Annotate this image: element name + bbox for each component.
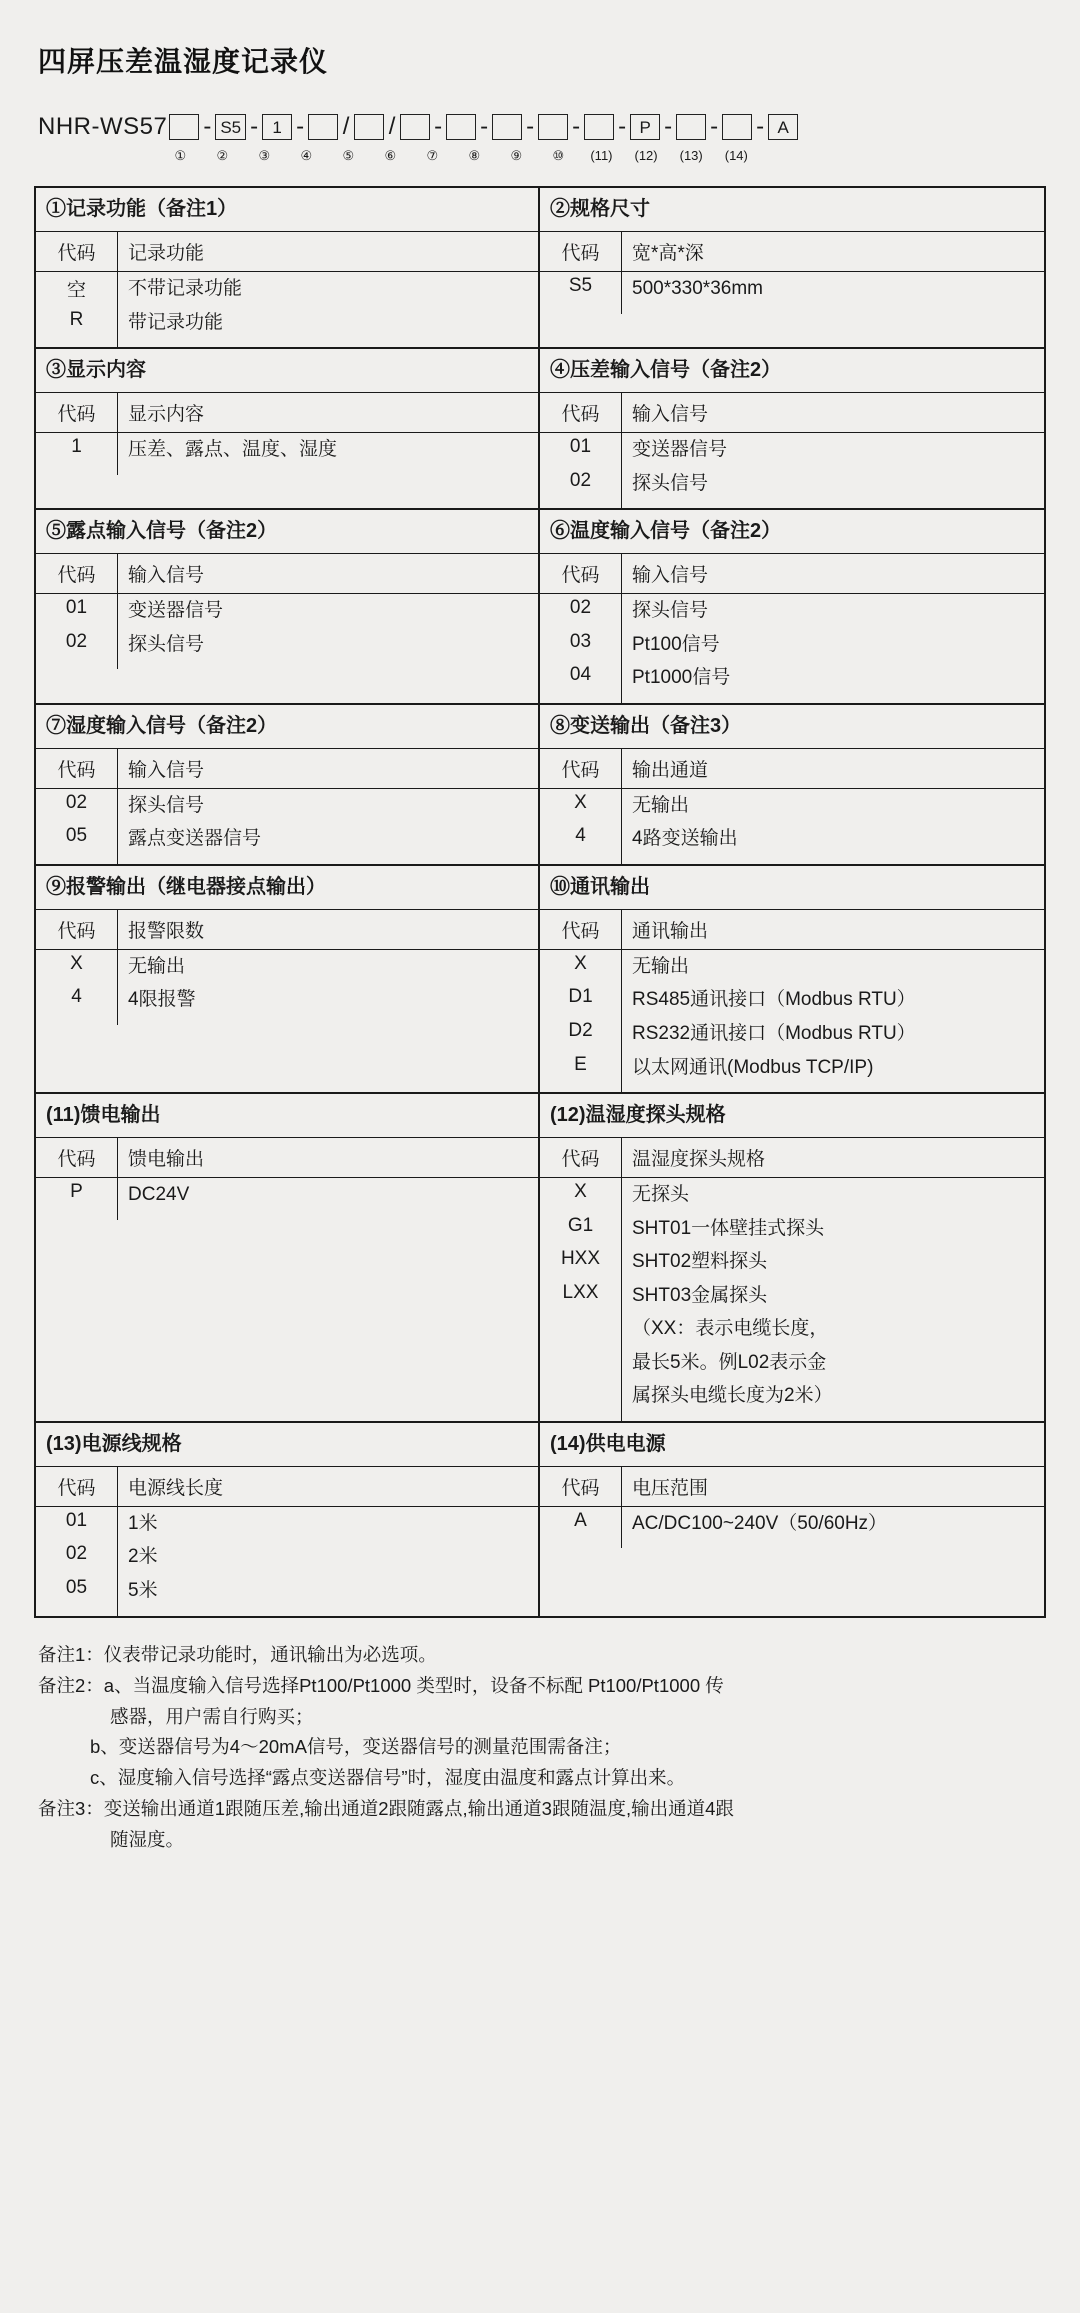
spec-row [36,349,1044,510]
spec-block-14 [540,1423,1044,1616]
block-header [540,393,1044,433]
spec-block-7 [36,705,540,864]
block-title: ⑧变送输出（备注3） [540,705,1044,749]
row-code: G1 [540,1212,622,1246]
table-row [540,433,1044,467]
row-desc: 最长5米。例L02表示金 [632,1351,827,1373]
row-desc: 探头信号 [632,472,709,494]
index-10: ⑩ [552,148,565,163]
code-sep-12: - [710,113,719,140]
block-body [36,433,538,508]
code-sep-6: - [434,113,443,140]
row-desc: 无探头 [632,1184,690,1206]
block-body [36,1507,538,1616]
code-box-9[interactable] [538,114,568,140]
spec-block-1 [36,188,540,347]
model-code-line [38,110,1046,144]
block-header [540,910,1044,950]
row-desc: （XX：表示电缆长度， [632,1318,829,1340]
header-desc: 输入信号 [128,759,205,781]
row-desc: 5米 [128,1580,158,1602]
spec-block-10 [540,866,1044,1092]
table-row [36,306,538,340]
footnotes [38,1640,1042,1856]
header-code: 代码 [540,554,622,593]
index-2: ② [216,148,229,163]
table-row [36,1574,538,1608]
block-body [36,950,538,1092]
note-text: c、湿度输入信号选择“露点变送器信号”时，湿度由温度和露点计算出来。 [90,1767,686,1789]
row-filler [36,1017,538,1025]
index-1: ① [174,148,187,163]
header-desc: 温湿度探头规格 [632,1149,766,1171]
header-code: 代码 [36,1138,118,1177]
row-code: E [540,1051,622,1085]
row-code: 03 [540,628,622,662]
block-body [540,1507,1044,1616]
table-row [540,1017,1044,1051]
index-9: ⑨ [510,148,523,163]
header-code: 代码 [36,1467,118,1506]
header-code: 代码 [36,554,118,593]
row-code: 01 [36,594,118,628]
row-code: R [36,306,118,340]
header-desc: 输入信号 [128,565,205,587]
block-body [540,594,1044,703]
block-title: (13)电源线规格 [36,1423,538,1467]
index-6: ⑥ [384,148,397,163]
index-11: (11) [590,148,613,163]
code-box-2[interactable]: S5 [215,114,246,140]
code-sep-11: - [664,113,673,140]
block-title: (11)馈电输出 [36,1094,538,1138]
spec-block-2 [540,188,1044,347]
spec-block-6 [540,510,1044,703]
block-title: ⑨报警输出（继电器接点输出） [36,866,538,910]
note-text: 感器，用户需自行购买； [110,1705,314,1727]
note-label: 备注1： [38,1643,104,1665]
code-sep-8: - [526,113,535,140]
row-code: P [36,1178,118,1212]
row-code: D1 [540,983,622,1017]
block-body [36,272,538,347]
row-desc: 属探头电缆长度为2米） [632,1385,833,1407]
block-header [540,1138,1044,1178]
block-header [540,554,1044,594]
spec-grid [34,186,1046,1618]
code-sep-2: - [250,113,259,140]
row-desc: 无输出 [632,955,690,977]
spec-block-5 [36,510,540,703]
row-desc: AC/DC100~240V（50/60Hz） [632,1512,888,1534]
row-code: 空 [36,272,118,306]
code-box-12[interactable] [676,114,706,140]
header-code: 代码 [36,232,118,271]
code-box-5[interactable] [354,114,384,140]
row-code [540,1312,622,1346]
model-code-index-line [38,148,1046,168]
row-desc: 变送器信号 [128,600,224,622]
row-code: 02 [540,594,622,628]
header-desc: 电源线长度 [128,1477,224,1499]
row-filler [540,1540,1044,1548]
header-desc: 输入信号 [632,404,709,426]
spec-block-9 [36,866,540,1092]
header-code: 代码 [540,910,622,949]
block-header [36,393,538,433]
row-code: 02 [36,789,118,823]
row-filler [36,339,538,347]
note-label: 备注3： [38,1798,104,1820]
header-code: 代码 [540,1467,622,1506]
row-desc: RS485通讯接口（Modbus RTU） [632,989,916,1011]
spec-row [36,188,1044,349]
row-code [540,1346,622,1380]
header-desc: 宽*高*深 [632,243,704,264]
row-filler [540,1413,1044,1421]
note-text: 随湿度。 [110,1829,185,1851]
block-body [540,433,1044,508]
row-desc: 2米 [128,1546,158,1568]
note-2a-cont [38,1702,1042,1732]
table-row [540,789,1044,823]
spec-block-4 [540,349,1044,508]
note-text: b、变送器信号为4～20mA信号，变送器信号的测量范围需备注； [90,1736,622,1758]
index-7: ⑦ [426,148,439,163]
table-row [540,594,1044,628]
row-desc: DC24V [128,1184,190,1206]
row-desc: RS232通讯接口（Modbus RTU） [632,1023,916,1045]
block-header [36,1138,538,1178]
spec-block-8 [540,705,1044,864]
table-row [540,1279,1044,1313]
header-code: 代码 [36,393,118,432]
block-title: (12)温湿度探头规格 [540,1094,1044,1138]
code-sep-9: - [572,113,581,140]
index-4: ④ [300,148,313,163]
block-title: ②规格尺寸 [540,188,1044,232]
table-row [540,1178,1044,1212]
row-code: 4 [36,983,118,1017]
table-row [36,950,538,984]
code-sep-13: - [756,113,765,140]
block-body [36,594,538,703]
row-code: 01 [36,1507,118,1541]
block-header [540,232,1044,272]
code-box-3[interactable]: 1 [262,114,292,140]
table-row [540,628,1044,662]
row-desc: 不带记录功能 [128,278,243,299]
row-desc: 无输出 [632,794,690,816]
table-row [36,789,538,823]
row-code [540,1379,622,1413]
index-14: (14) [724,148,748,163]
index-3: ③ [258,148,271,163]
block-body [540,1178,1044,1421]
table-row [36,433,538,467]
code-box-14[interactable]: A [768,114,798,140]
row-desc: 500*330*36mm [632,278,763,299]
code-box-10[interactable] [584,114,614,140]
table-row [36,983,538,1017]
row-filler [36,856,538,864]
row-code: X [540,950,622,984]
note-2 [38,1671,1042,1701]
row-filler [540,306,1044,314]
table-row [36,1540,538,1574]
row-code: 4 [540,822,622,856]
spec-row [36,866,1044,1094]
note-text: a、当温度输入信号选择Pt100/Pt1000 类型时，设备不标配 Pt100/Pt1000 传 [103,1674,724,1696]
index-8: ⑧ [468,148,481,163]
code-sep-1: - [203,113,212,140]
model-code-prefix: NHR-WS57 [38,113,168,140]
row-code: D2 [540,1017,622,1051]
block-body [540,272,1044,347]
note-2b [38,1732,1042,1762]
row-code: 01 [540,433,622,467]
row-filler [540,1084,1044,1092]
block-body [540,950,1044,1092]
header-desc: 馈电输出 [128,1149,205,1171]
row-filler [540,695,1044,703]
table-row [36,1178,538,1212]
spec-row [36,1423,1044,1618]
row-code: 02 [36,628,118,662]
table-row [540,467,1044,501]
row-desc: 露点变送器信号 [128,828,262,850]
block-header [540,749,1044,789]
page-title: 四屏压差温湿度记录仪 [38,46,329,77]
block-body [36,789,538,864]
block-title: ③显示内容 [36,349,538,393]
index-13: (13) [679,148,703,163]
row-code: 04 [540,661,622,695]
note-3 [38,1794,1042,1824]
row-code: X [540,789,622,823]
row-desc: Pt100信号 [632,633,720,655]
code-box-6[interactable] [400,114,430,140]
table-row [540,1212,1044,1246]
code-box-4[interactable] [308,114,338,140]
table-row-note [540,1379,1044,1413]
row-code: 05 [36,1574,118,1608]
spec-block-12 [540,1094,1044,1421]
row-desc: 以太网通讯(Modbus TCP/IP) [632,1056,874,1078]
row-desc: SHT02塑料探头 [632,1251,768,1273]
row-desc: SHT01一体壁挂式探头 [632,1217,825,1239]
table-row-note [540,1346,1044,1380]
header-desc: 报警限数 [128,920,205,942]
spec-block-13 [36,1423,540,1616]
note-3-cont [38,1825,1042,1855]
table-row [36,272,538,306]
spec-row [36,705,1044,866]
table-row [540,1507,1044,1541]
row-code: 05 [36,822,118,856]
block-header [36,1467,538,1507]
header-code: 代码 [540,393,622,432]
block-title: ⑦湿度输入信号（备注2） [36,705,538,749]
table-row [36,594,538,628]
row-code: S5 [540,272,622,306]
block-header [36,232,538,272]
block-title: ④压差输入信号（备注2） [540,349,1044,393]
header-code: 代码 [36,749,118,788]
table-row [540,1051,1044,1085]
row-code: A [540,1507,622,1541]
table-row [540,822,1044,856]
block-header [540,1467,1044,1507]
row-desc: 无输出 [128,955,186,977]
block-body [540,789,1044,864]
row-desc: 探头信号 [128,794,205,816]
block-title: ⑩通讯输出 [540,866,1044,910]
code-sep-10: - [618,113,627,140]
row-filler [540,856,1044,864]
code-sep-4: / [342,113,350,140]
code-box-8[interactable] [492,114,522,140]
header-code: 代码 [36,910,118,949]
row-filler [36,1212,538,1220]
row-code: X [540,1178,622,1212]
block-title: ①记录功能（备注1） [36,188,538,232]
table-row [36,628,538,662]
table-row [540,1245,1044,1279]
table-row-note [540,1312,1044,1346]
note-2c [38,1763,1042,1793]
row-desc: 4限报警 [128,989,196,1011]
row-desc: 探头信号 [632,600,709,622]
row-code: 02 [540,467,622,501]
block-title: ⑤露点输入信号（备注2） [36,510,538,554]
row-desc: 变送器信号 [632,439,728,461]
row-desc: 4路变送输出 [632,828,738,850]
row-code: 1 [36,433,118,467]
note-text: 仪表带记录功能时，通讯输出为必选项。 [103,1643,437,1665]
table-row [36,822,538,856]
header-desc: 输出通道 [632,759,709,781]
row-code: HXX [540,1245,622,1279]
spec-row [36,1094,1044,1423]
block-header [36,910,538,950]
table-row [540,661,1044,695]
index-12: (12) [634,148,658,163]
spec-block-11 [36,1094,540,1421]
block-header [36,554,538,594]
header-desc: 显示内容 [128,404,205,426]
row-desc: 带记录功能 [128,311,224,333]
header-desc: 记录功能 [128,243,205,264]
code-sep-7: - [480,113,489,140]
code-box-13[interactable] [722,114,752,140]
row-code: 02 [36,1540,118,1574]
row-code: LXX [540,1279,622,1313]
block-body [36,1178,538,1421]
block-title: ⑥温度输入信号（备注2） [540,510,1044,554]
row-filler [36,467,538,475]
block-title: (14)供电电源 [540,1423,1044,1467]
code-sep-5: / [388,113,396,140]
spec-block-3 [36,349,540,508]
row-filler [36,661,538,669]
code-sep-3: - [296,113,305,140]
row-filler [36,1608,538,1616]
header-desc: 电压范围 [632,1477,709,1499]
row-desc: 压差、露点、温度、湿度 [128,439,338,461]
row-desc: SHT03金属探头 [632,1284,768,1306]
table-row [36,1507,538,1541]
row-code: X [36,950,118,984]
note-label: 备注2： [38,1674,104,1696]
header-code: 代码 [540,232,622,271]
code-box-11[interactable]: P [630,114,660,140]
row-filler [540,500,1044,508]
header-code: 代码 [540,1138,622,1177]
note-text: 变送输出通道1跟随压差,输出通道2跟随露点,输出通道3跟随温度,输出通道4跟 [103,1798,734,1820]
row-desc: 1米 [128,1512,158,1534]
index-5: ⑤ [342,148,355,163]
row-desc: 探头信号 [128,633,205,655]
code-box-1[interactable] [169,114,199,140]
note-1 [38,1640,1042,1670]
block-header [36,749,538,789]
row-desc: Pt1000信号 [632,667,731,689]
table-row [540,950,1044,984]
spec-row [36,510,1044,705]
table-row [540,272,1044,306]
table-row [540,983,1044,1017]
header-code: 代码 [540,749,622,788]
header-desc: 输入信号 [632,565,709,587]
code-box-7[interactable] [446,114,476,140]
header-desc: 通讯输出 [632,920,709,942]
